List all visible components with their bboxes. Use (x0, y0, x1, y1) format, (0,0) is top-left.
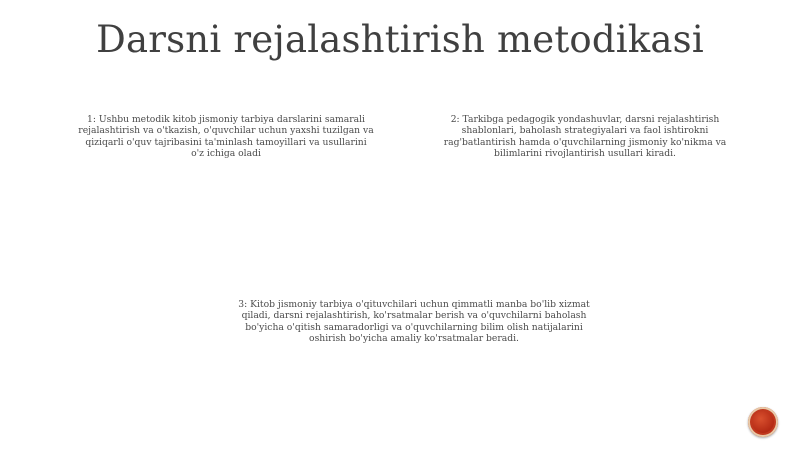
slide-title: Darsni rejalashtirish metodikasi (96, 18, 704, 61)
paragraph-3: 3: Kitob jismoniy tarbiya o'qituvchilari uchun qimmatli manba bo'lib xizmat qiladi, darsni rejalashtirish, ko'rsatmalar berish va o'quvchilarni baholash bo'yicha o'qitish samaradorligi va o'quvchilarning bilim olish natijalarini oshirish bo'yicha amaliy ko'rsatmalar beradi. (238, 299, 590, 345)
paragraph-1: 1: Ushbu metodik kitob jismoniy tarbiya darslarini samarali rejalashtirish va o'tkazish, o'quvchilar uchun yaxshi tuzilgan va qiziqarli o'quv tajribasini ta'minlash tamoyillari va usullarini o'z ichiga oladi (78, 114, 374, 160)
next-slide-button[interactable] (748, 407, 778, 437)
paragraph-2: 2: Tarkibga pedagogik yondashuvlar, darsni rejalashtirish shablonlari, baholash strategiyalari va faol ishtirokni rag'batlantirish hamda o'quvchilarning jismoniy ko'nikma va bilimlarini rivojlantirish usullari kiradi. (443, 114, 727, 160)
